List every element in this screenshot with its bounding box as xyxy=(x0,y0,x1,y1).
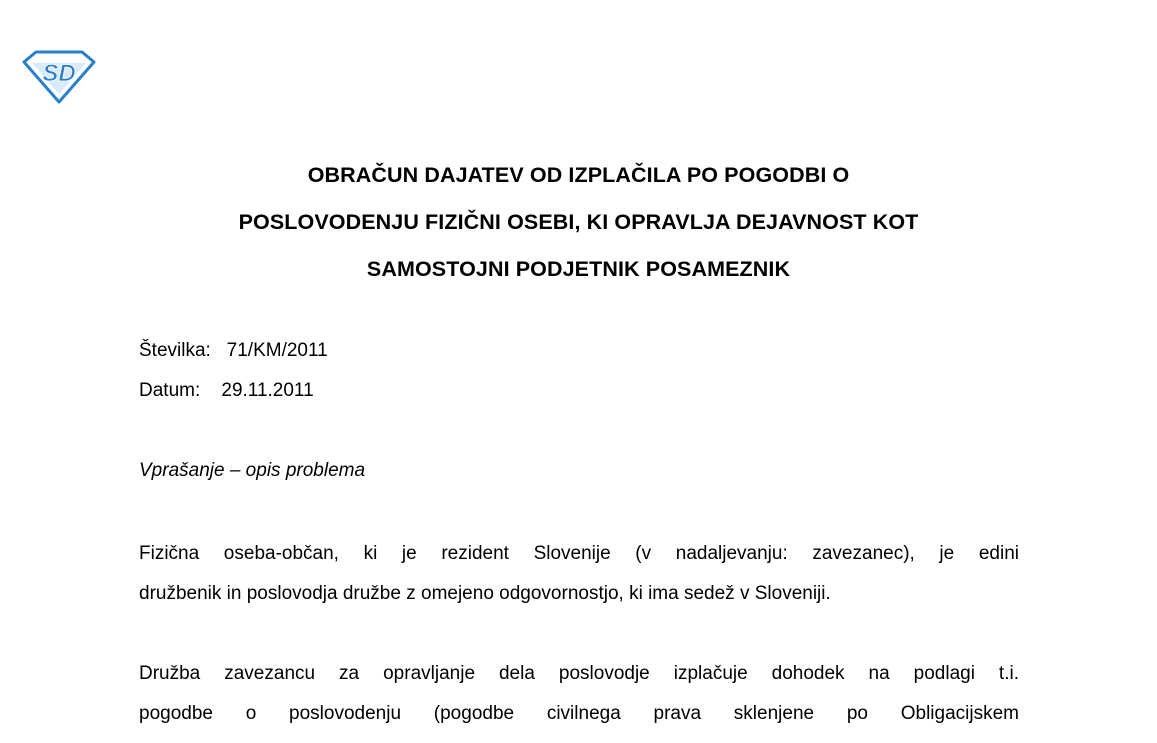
paragraph-line: pogodbe o poslovodenju (pogodbe civilnega prava sklenjene po Obligacijskem xyxy=(139,702,1019,724)
document-date xyxy=(139,380,314,402)
section-heading: Vprašanje – opis problema xyxy=(139,460,366,481)
document-number xyxy=(139,340,328,362)
paragraph-line: Družba zavezancu za opravljanje dela poslovodje izplačuje dohodek na podlagi t.i. xyxy=(139,663,1019,684)
sd-logo-icon xyxy=(22,48,96,104)
paragraph xyxy=(139,654,1019,733)
number-label: Številka: xyxy=(139,340,211,361)
date-value: 29.11.2011 xyxy=(221,380,314,401)
document-title xyxy=(138,152,1019,293)
paragraph-line: družbenik in poslovodja družbe z omejeno odgovornostjo, ki ima sedež v Sloveniji. xyxy=(139,582,831,604)
title-line: OBRAČUN DAJATEV OD IZPLAČILA PO POGODBI O xyxy=(307,163,850,187)
title-line: SAMOSTOJNI PODJETNIK POSAMEZNIK xyxy=(366,257,791,281)
paragraph xyxy=(139,534,1019,613)
number-value: 71/KM/2011 xyxy=(226,340,328,361)
title-line: POSLOVODENJU FIZIČNI OSEBI, KI OPRAVLJA DEJAVNOST KOT xyxy=(238,210,919,234)
logo-text: SD xyxy=(42,60,76,87)
date-label: Datum: xyxy=(139,380,201,401)
paragraph-line: Fizična oseba-občan, ki je rezident Slovenije (v nadaljevanju: zavezanec), je edini xyxy=(139,543,1019,564)
